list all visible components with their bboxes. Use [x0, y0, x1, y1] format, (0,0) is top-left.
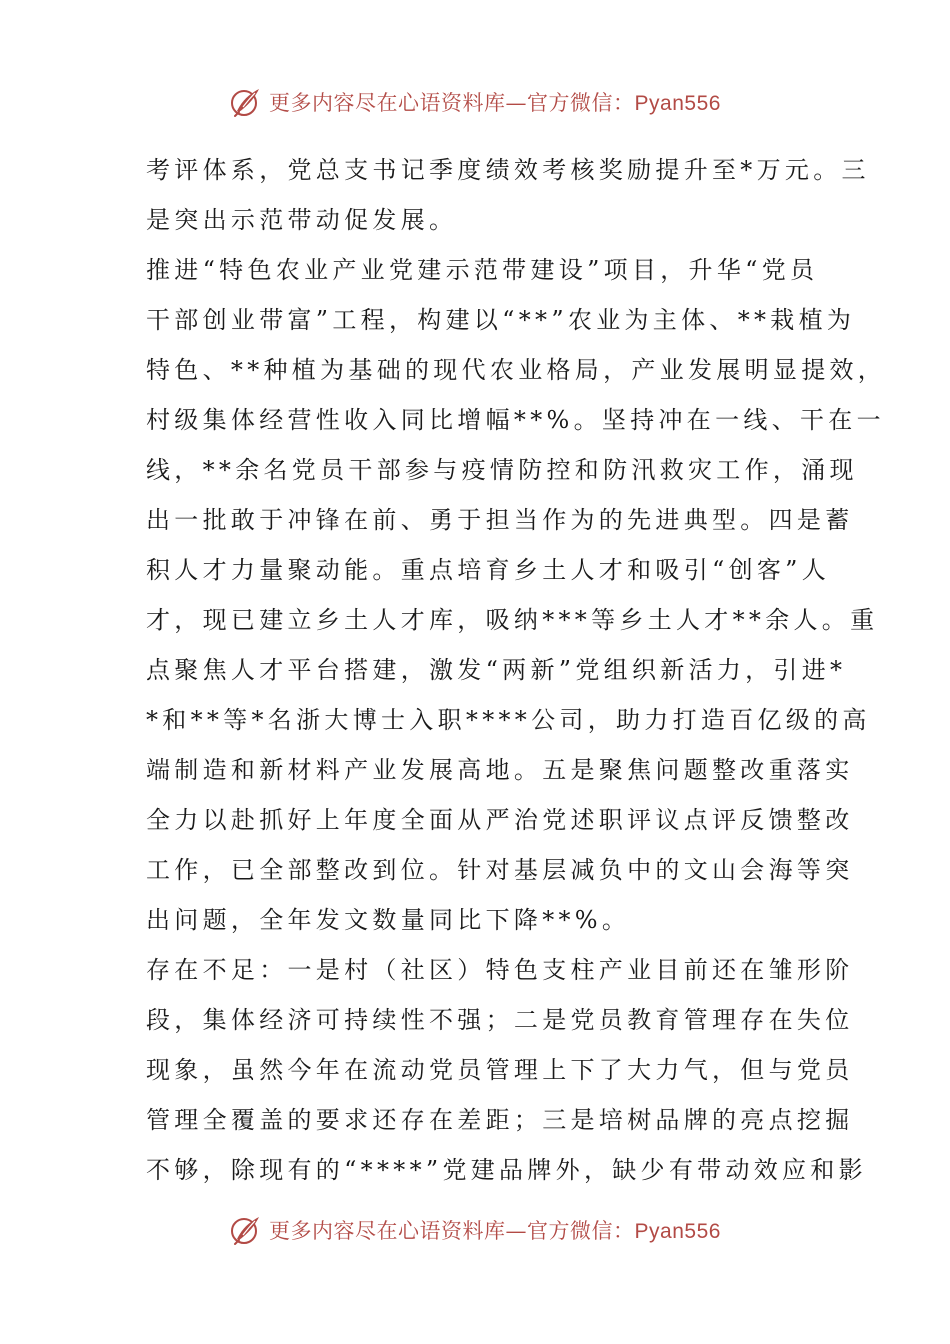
body-line: 考评体系，党总支书记季度绩效考核奖励提升至*万元。三	[146, 156, 870, 184]
body-line: 推进“特色农业产业党建示范带建设”项目，升华“党员	[146, 256, 819, 284]
body-line: 特色、**种植为基础的现代农业格局，产业发展明显提效，	[146, 356, 887, 384]
body-line: 才，现已建立乡土人才库，吸纳***等乡土人才**余人。重	[146, 606, 879, 634]
body-line: *和**等*名浙大博士入职****公司，助力打造百亿级的高	[146, 706, 871, 734]
body-line: 积人才力量聚动能。重点培育乡土人才和吸引“创客”人	[146, 556, 831, 584]
body-line: 段，集体经济可持续性不强；二是党员教育管理存在失位	[146, 1006, 854, 1034]
body-line: 出一批敢于冲锋在前、勇于担当作为的先进典型。四是蓄	[146, 506, 854, 534]
body-line: 出问题，全年发文数量同比下降**%。	[146, 906, 631, 934]
body-line: 全力以赴抓好上年度全面从严治党述职评议点评反馈整改	[146, 806, 854, 834]
body-line: 村级集体经营性收入同比增幅**%。坚持冲在一线、干在一	[146, 406, 885, 434]
body-line: 线，**余名党员干部参与疫情防控和防汛救灾工作，涌现	[146, 456, 858, 484]
header-banner-text: 更多内容尽在心语资料库—官方微信：Pyan556	[269, 91, 721, 115]
body-line: 管理全覆盖的要求还存在差距；三是培树品牌的亮点挖掘	[146, 1106, 854, 1134]
quill-pen-logo-icon	[229, 85, 263, 119]
body-line: 端制造和新材料产业发展高地。五是聚焦问题整改重落实	[146, 756, 854, 784]
body-line: 干部创业带富”工程，构建以“**”农业为主体、**栽植为	[146, 306, 856, 334]
footer-banner-text: 更多内容尽在心语资料库—官方微信：Pyan556	[269, 1219, 721, 1243]
body-line: 工作，已全部整改到位。针对基层减负中的文山会海等突	[146, 856, 854, 884]
body-line: 是突出示范带动促发展。	[146, 206, 458, 234]
header-banner	[0, 82, 950, 122]
document-body	[146, 145, 887, 1195]
body-line: 现象，虽然今年在流动党员管理上下了大力气，但与党员	[146, 1056, 854, 1084]
body-line: 存在不足：一是村（社区）特色支柱产业目前还在雏形阶	[146, 956, 854, 984]
body-line: 不够，除现有的“****”党建品牌外，缺少有带动效应和影	[146, 1156, 867, 1184]
body-line: 点聚焦人才平台搭建，激发“两新”党组织新活力，引进*	[146, 656, 847, 684]
footer-banner	[0, 1210, 950, 1250]
wechat-id: Pyan556	[634, 1220, 721, 1243]
quill-pen-logo-icon	[229, 1213, 263, 1247]
wechat-id: Pyan556	[634, 92, 721, 115]
